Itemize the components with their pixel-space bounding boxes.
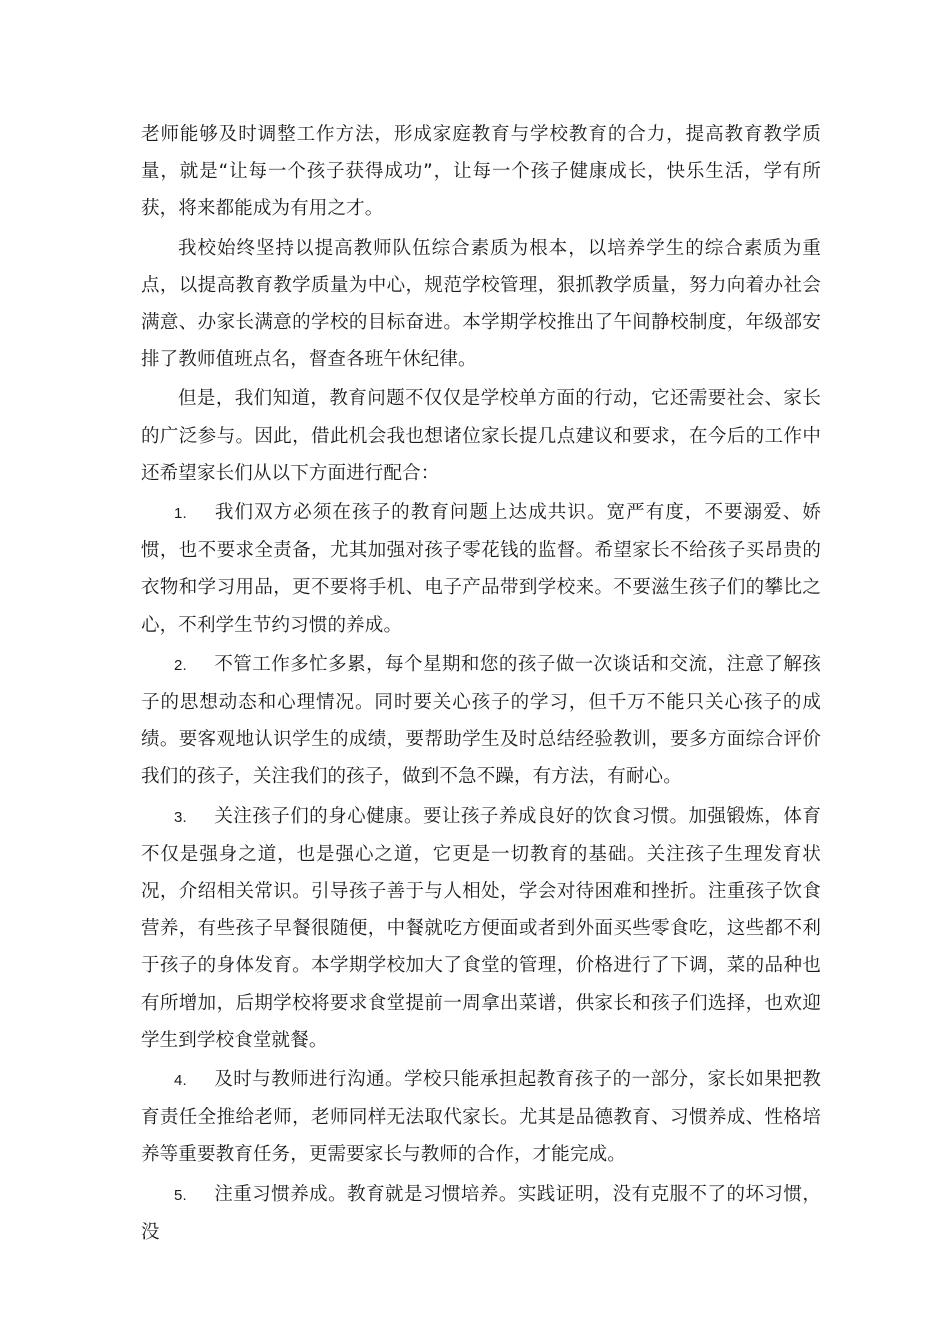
list-item-number: 3. — [174, 808, 187, 826]
list-item — [141, 646, 821, 796]
list-item-number: 5. — [174, 1186, 187, 1204]
list-item-text: 我们双方必须在孩子的教育问题上达成共识。宽严有度，不要溺爱、娇惯，也不要求全责备，尤其加强对孩子零花钱的监督。希望家长不给孩子买昂贵的衣物和学习用品，更不要将手机、电子产品带到学校来。不要滋生孩子们的攀比之心，不利学生节约习惯的养成。 — [141, 502, 821, 636]
document-page — [141, 116, 821, 1251]
paragraph-parent-request: 但是，我们知道，教育问题不仅仅是学校单方面的行动，它还需要社会、家长的广泛参与。因此，借此机会我也想诸位家长提几点建议和要求，在今后的工作中还希望家长们从以下方面进行配合： — [141, 388, 821, 484]
list-item-text: 关注孩子们的身心健康。要让孩子养成良好的饮食习惯。加强锻炼，体育不仅是强身之道，也是强心之道，它更是一切教育的基础。关注孩子生理发育状况，介绍相关常识。引导孩子善于与人相处，学会对待困难和挫折。注重孩子饮食营养，有些孩子早餐很随便，中餐就吃方便面或者到外面买些零食吃，这些都不利于孩子的身体发育。本学期学校加大了食堂的管理，价格进行了下调，菜的品种也有所增加，后期学校将要求食堂提前一周拿出菜谱，供家长和孩子们选择，也欢迎学生到学校食堂就餐。 — [141, 805, 821, 1051]
list-item — [141, 1176, 821, 1251]
list-item-number: 2. — [174, 656, 187, 674]
list-item — [141, 494, 821, 644]
list-item-text: 不管工作多忙多累，每个星期和您的孩子做一次谈话和交流，注意了解孩子的思想动态和心理情况。同时要关心孩子的学习，但千万不能只关心孩子的成绩。要客观地认识学生的成绩，要帮助学生及时总结经验教训，要多方面综合评价我们的孩子，关注我们的孩子，做到不急不躁，有方法，有耐心。 — [141, 653, 821, 788]
paragraph-school-policy: 我校始终坚持以提高教师队伍综合素质为根本，以培养学生的综合素质为重点，以提高教育教学质量为中心，规范学校管理，狠抓教学质量，努力向着办社会满意、办家长满意的学校的目标奋进。本学期学校推出了午间静校制度，年级部安排了教师值班点名，督查各班午休纪律。 — [141, 237, 821, 371]
list-item — [141, 1061, 821, 1174]
list-item-number: 4. — [174, 1072, 187, 1090]
list-item-text: 注重习惯养成。教育就是习惯培养。实践证明，没有克服不了的坏习惯，没 — [141, 1183, 821, 1243]
list-item-number: 1. — [174, 505, 187, 523]
list-item — [141, 798, 821, 1059]
list-item-text: 及时与教师进行沟通。学校只能承担起教育孩子的一部分，家长如果把教育责任全推给老师，老师同样无法取代家长。尤其是品德教育、习惯养成、性格培养等重要教育任务，更需要家长与教师的合作，才能完成。 — [141, 1069, 821, 1166]
paragraph-continuation: 老师能够及时调整工作方法，形成家庭教育与学校教育的合力，提高教育教学质量，就是“让每一个孩子获得成功”，让每一个孩子健康成长，快乐生活，学有所获，将来都能成为有用之才。 — [141, 124, 821, 220]
